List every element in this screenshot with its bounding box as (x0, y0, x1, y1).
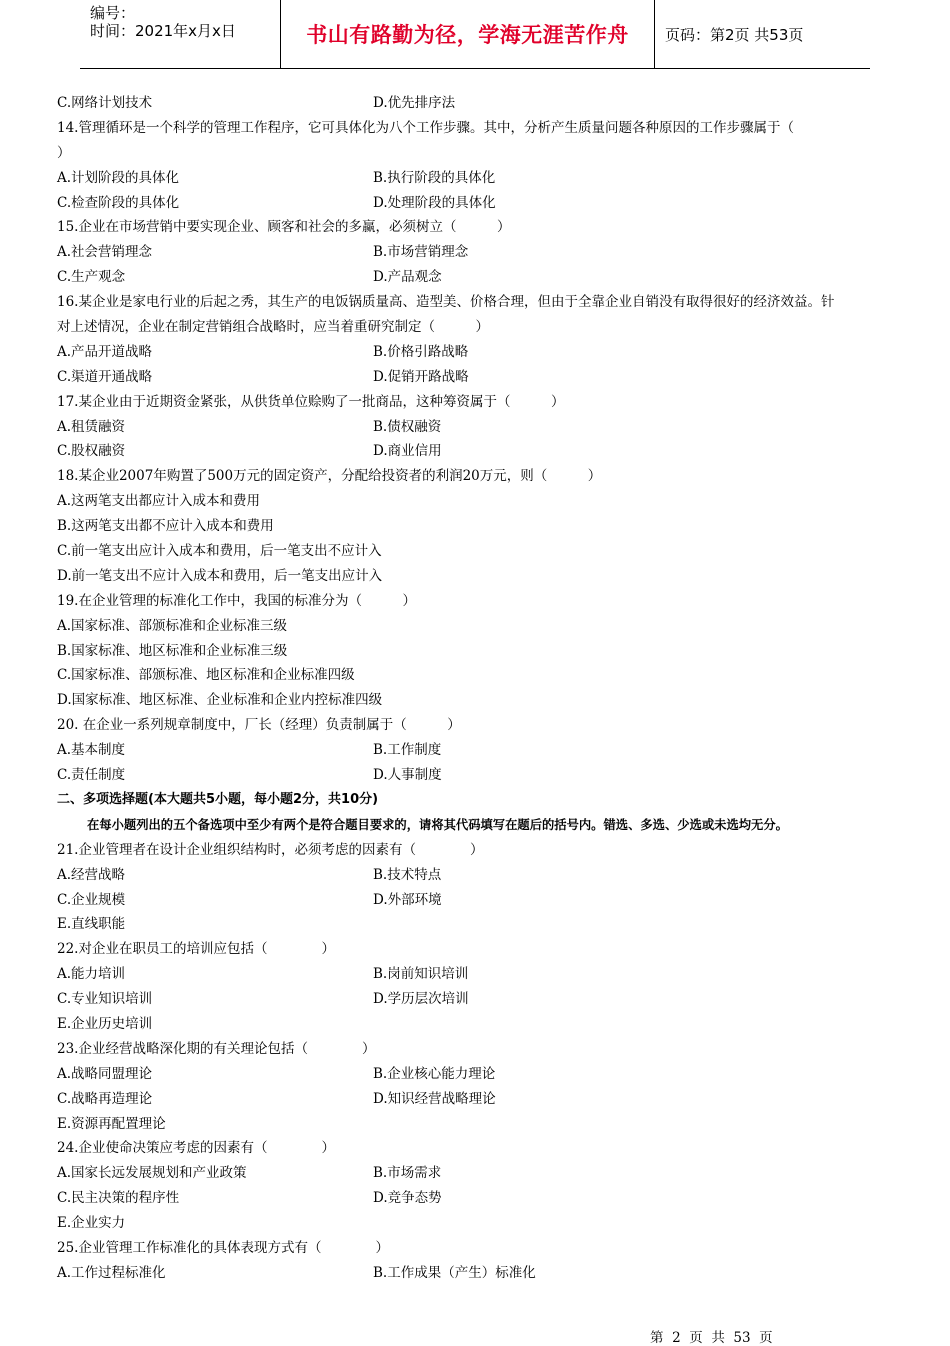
question-line: 14.管理循环是一个科学的管理工作程序，它可具体化为八个工作步骤。其中，分析产生质量问题各种原因的工作步骤属于（ (57, 119, 794, 136)
option-row (57, 1261, 907, 1286)
question-line: E.企业实力 (57, 1215, 126, 1232)
option-row (57, 191, 907, 216)
option-b: D.外部环境 (373, 891, 442, 908)
option-b: B.市场需求 (373, 1165, 442, 1182)
date-label: 时间：2021年x月x日 (90, 22, 236, 40)
option-a: C.渠道开通战略 (57, 368, 153, 385)
question-line: 对上述情况，企业在制定营销组合战略时，应当着重研究制定（ ） (57, 319, 489, 336)
option-b: D.商业信用 (373, 443, 442, 460)
option-a: C.专业知识培训 (57, 991, 153, 1008)
option-a: A.计划阶段的具体化 (57, 169, 180, 186)
option-a: C.企业规模 (57, 891, 126, 908)
question-line: A.国家标准、部颁标准和企业标准三级 (57, 617, 288, 634)
option-b: D.促销开路战略 (373, 368, 469, 385)
option-b: B.企业核心能力理论 (373, 1065, 496, 1082)
option-a: A.基本制度 (57, 742, 126, 759)
option-a: C.股权融资 (57, 443, 126, 460)
section-instructions: 在每小题列出的五个备选项中至少有两个是符合题目要求的，请将其代码填写在题后的括号内。错选、多选、少选或未选均无分。 (87, 817, 788, 832)
option-b: B.市场营销理念 (373, 244, 469, 261)
page-header (80, 0, 870, 69)
option-b: D.优先排序法 (373, 95, 456, 111)
option-row (57, 365, 907, 390)
option-row (57, 763, 907, 788)
option-row (57, 166, 907, 191)
question-line: 25.企业管理工作标准化的具体表现方式有（ ） (57, 1239, 389, 1256)
option-row (57, 1161, 907, 1186)
header-page-label: 页码：第2页 共53页 (665, 25, 804, 44)
option-row (57, 888, 907, 913)
option-row (57, 1186, 907, 1211)
option-a: C.生产观念 (57, 269, 126, 286)
question-line: E.企业历史培训 (57, 1015, 153, 1032)
header-motto: 书山有路勤为径，学海无涯苦作舟 (281, 0, 655, 68)
option-a: A.工作过程标准化 (57, 1264, 166, 1281)
question-line: 18.某企业2007年购置了500万元的固定资产，分配给投资者的利润20万元，则（ ） (57, 468, 602, 485)
question-line: B.国家标准、地区标准和企业标准三级 (57, 642, 288, 659)
option-b: D.竞争态势 (373, 1190, 442, 1207)
option-b: D.学历层次培训 (373, 991, 469, 1008)
exam-content (57, 91, 907, 1286)
option-a: C.检查阶段的具体化 (57, 194, 180, 211)
option-b: D.产品观念 (373, 269, 442, 286)
option-a: A.租赁融资 (57, 418, 126, 435)
option-b: D.知识经营战略理论 (373, 1090, 496, 1107)
option-a: A.战略同盟理论 (57, 1065, 153, 1082)
question-line: 22.对企业在职员工的培训应包括（ ） (57, 941, 335, 958)
question-line: 19.在企业管理的标准化工作中，我国的标准分为（ ） (57, 592, 416, 609)
option-b: B.岗前知识培训 (373, 966, 469, 983)
question-line: 17.某企业由于近期资金紧张，从供货单位赊购了一批商品，这种筹资属于（ ） (57, 393, 565, 410)
option-a: C.责任制度 (57, 767, 126, 784)
question-line: 21.企业管理者在设计企业组织结构时，必须考虑的因素有（ ） (57, 841, 484, 858)
option-row (57, 439, 907, 464)
option-row (57, 265, 907, 290)
section-heading: 二、多项选择题(本大题共5小题，每小题2分，共10分) (57, 791, 379, 807)
option-b: B.技术特点 (373, 866, 442, 883)
question-line: C.前一笔支出应计入成本和费用，后一笔支出不应计入 (57, 543, 382, 560)
question-line: D.国家标准、地区标准、企业标准和企业内控标准四级 (57, 692, 383, 709)
option-a: C.网络计划技术 (57, 95, 153, 111)
option-a: C.战略再造理论 (57, 1090, 153, 1107)
question-line: E.资源再配置理论 (57, 1115, 166, 1132)
question-line: 15.企业在市场营销中要实现企业、顾客和社会的多赢，必须树立（ ） (57, 219, 511, 236)
header-meta (80, 0, 281, 68)
option-row (57, 415, 907, 440)
option-row (57, 738, 907, 763)
question-line: B.这两笔支出都不应计入成本和费用 (57, 518, 274, 535)
option-row (57, 987, 907, 1012)
option-a: A.经营战略 (57, 866, 126, 883)
option-a: A.国家长远发展规划和产业政策 (57, 1165, 247, 1182)
option-b: B.工作成果（产生）标准化 (373, 1264, 536, 1281)
option-a: A.能力培训 (57, 966, 126, 983)
option-row (57, 863, 907, 888)
option-row (57, 1087, 907, 1112)
page-footer: 第 2 页 共 53 页 (650, 1330, 773, 1346)
option-row (57, 91, 907, 116)
option-b: B.执行阶段的具体化 (373, 169, 496, 186)
option-b: D.处理阶段的具体化 (373, 194, 496, 211)
question-line: A.这两笔支出都应计入成本和费用 (57, 493, 261, 510)
question-line: C.国家标准、部颁标准、地区标准和企业标准四级 (57, 667, 355, 684)
question-line: ） (57, 144, 71, 161)
question-line: E.直线职能 (57, 916, 126, 933)
question-line: 20. 在企业一系列规章制度中，厂长（经理）负责制属于（ ） (57, 717, 461, 734)
option-a: C.民主决策的程序性 (57, 1190, 180, 1207)
question-line: 24.企业使命决策应考虑的因素有（ ） (57, 1140, 335, 1157)
option-row (57, 240, 907, 265)
question-line: 16.某企业是家电行业的后起之秀，其生产的电饭锅质量高、造型美、价格合理，但由于全靠企业自销没有取得很好的经济效益。针 (57, 294, 835, 311)
option-b: D.人事制度 (373, 767, 442, 784)
option-b: B.债权融资 (373, 418, 442, 435)
option-b: B.工作制度 (373, 742, 442, 759)
option-row (57, 1062, 907, 1087)
option-row (57, 340, 907, 365)
question-line: D.前一笔支出不应计入成本和费用，后一笔支出应计入 (57, 567, 383, 584)
option-a: A.社会营销理念 (57, 244, 153, 261)
option-a: A.产品开道战略 (57, 343, 153, 360)
question-line: 23.企业经营战略深化期的有关理论包括（ ） (57, 1040, 376, 1057)
option-row (57, 962, 907, 987)
option-b: B.价格引路战略 (373, 343, 469, 360)
number-label: 编号： (90, 4, 136, 22)
